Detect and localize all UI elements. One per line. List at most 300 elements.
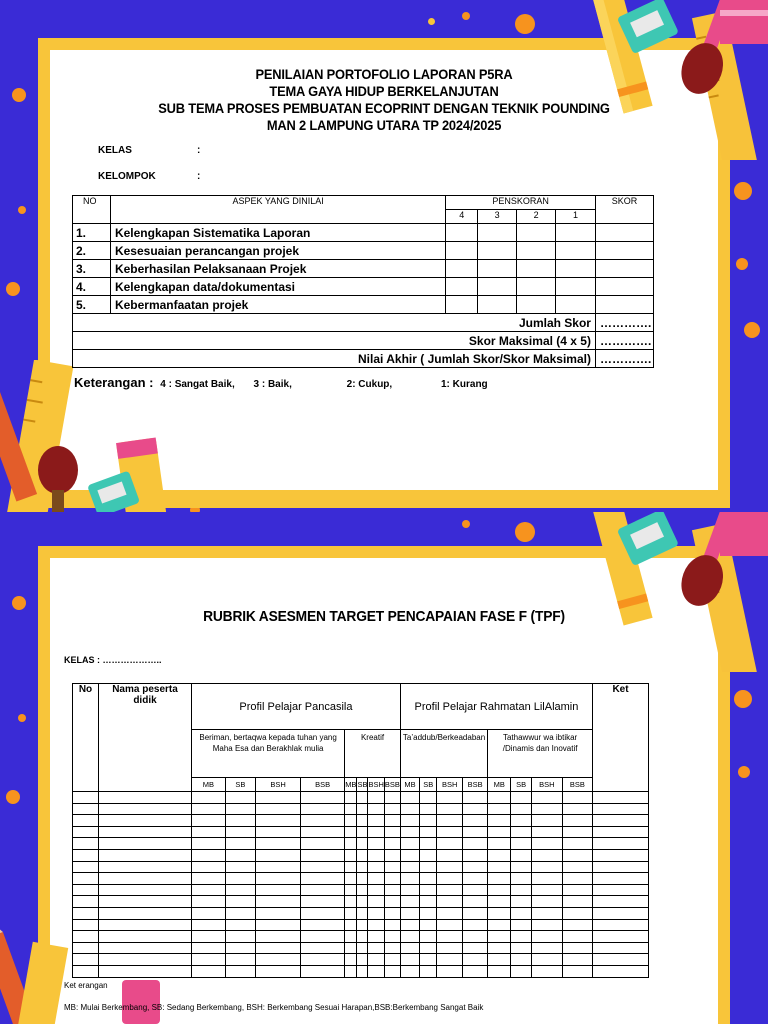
level-cell[interactable] [511, 919, 532, 931]
level-cell[interactable] [531, 873, 562, 885]
student-name-cell[interactable] [99, 907, 192, 919]
level-cell[interactable] [420, 942, 437, 954]
skor-cell[interactable] [595, 278, 653, 296]
level-cell[interactable] [384, 792, 400, 804]
level-cell[interactable] [301, 873, 345, 885]
level-cell[interactable] [192, 815, 226, 827]
level-cell[interactable] [255, 896, 300, 908]
level-cell[interactable] [345, 942, 357, 954]
score-cell[interactable] [556, 278, 596, 296]
level-cell[interactable] [531, 907, 562, 919]
level-cell[interactable] [255, 907, 300, 919]
level-cell[interactable] [225, 919, 255, 931]
level-cell[interactable] [357, 884, 368, 896]
student-name-cell[interactable] [99, 896, 192, 908]
ket-cell[interactable] [593, 861, 649, 873]
level-cell[interactable] [255, 942, 300, 954]
level-cell[interactable] [488, 942, 511, 954]
level-cell[interactable] [511, 815, 532, 827]
level-cell[interactable] [463, 838, 488, 850]
level-cell[interactable] [357, 849, 368, 861]
level-cell[interactable] [192, 826, 226, 838]
ket-cell[interactable] [593, 907, 649, 919]
level-cell[interactable] [255, 849, 300, 861]
level-cell[interactable] [562, 965, 592, 977]
score-cell[interactable] [478, 224, 517, 242]
level-cell[interactable] [384, 861, 400, 873]
level-cell[interactable] [562, 792, 592, 804]
score-cell[interactable] [478, 242, 517, 260]
level-cell[interactable] [437, 838, 463, 850]
level-cell[interactable] [531, 849, 562, 861]
level-cell[interactable] [420, 861, 437, 873]
level-cell[interactable] [357, 861, 368, 873]
level-cell[interactable] [368, 907, 384, 919]
level-cell[interactable] [301, 826, 345, 838]
level-cell[interactable] [437, 907, 463, 919]
row-number-cell[interactable] [73, 803, 99, 815]
row-number-cell[interactable] [73, 792, 99, 804]
score-cell[interactable] [478, 260, 517, 278]
score-cell[interactable] [446, 296, 478, 314]
row-number-cell[interactable] [73, 826, 99, 838]
level-cell[interactable] [511, 965, 532, 977]
level-cell[interactable] [488, 815, 511, 827]
ket-cell[interactable] [593, 896, 649, 908]
student-name-cell[interactable] [99, 815, 192, 827]
level-cell[interactable] [357, 815, 368, 827]
level-cell[interactable] [531, 931, 562, 943]
level-cell[interactable] [192, 884, 226, 896]
level-cell[interactable] [562, 826, 592, 838]
level-cell[interactable] [301, 942, 345, 954]
level-cell[interactable] [345, 931, 357, 943]
level-cell[interactable] [531, 954, 562, 966]
level-cell[interactable] [368, 931, 384, 943]
level-cell[interactable] [345, 792, 357, 804]
level-cell[interactable] [531, 815, 562, 827]
student-name-cell[interactable] [99, 873, 192, 885]
level-cell[interactable] [531, 803, 562, 815]
level-cell[interactable] [562, 954, 592, 966]
level-cell[interactable] [420, 907, 437, 919]
level-cell[interactable] [225, 815, 255, 827]
level-cell[interactable] [384, 873, 400, 885]
level-cell[interactable] [511, 849, 532, 861]
level-cell[interactable] [437, 965, 463, 977]
level-cell[interactable] [368, 965, 384, 977]
level-cell[interactable] [225, 954, 255, 966]
level-cell[interactable] [255, 792, 300, 804]
level-cell[interactable] [463, 873, 488, 885]
summary-value[interactable]: …………. [595, 314, 653, 332]
level-cell[interactable] [384, 954, 400, 966]
level-cell[interactable] [345, 838, 357, 850]
level-cell[interactable] [511, 873, 532, 885]
level-cell[interactable] [384, 826, 400, 838]
level-cell[interactable] [225, 873, 255, 885]
level-cell[interactable] [400, 919, 419, 931]
level-cell[interactable] [225, 942, 255, 954]
level-cell[interactable] [301, 815, 345, 827]
level-cell[interactable] [345, 896, 357, 908]
level-cell[interactable] [225, 792, 255, 804]
level-cell[interactable] [357, 826, 368, 838]
level-cell[interactable] [400, 803, 419, 815]
level-cell[interactable] [488, 884, 511, 896]
level-cell[interactable] [255, 838, 300, 850]
level-cell[interactable] [488, 861, 511, 873]
score-cell[interactable] [478, 296, 517, 314]
level-cell[interactable] [357, 942, 368, 954]
row-number-cell[interactable] [73, 815, 99, 827]
level-cell[interactable] [463, 826, 488, 838]
level-cell[interactable] [192, 907, 226, 919]
level-cell[interactable] [420, 954, 437, 966]
level-cell[interactable] [511, 907, 532, 919]
level-cell[interactable] [437, 815, 463, 827]
row-number-cell[interactable] [73, 838, 99, 850]
level-cell[interactable] [400, 826, 419, 838]
level-cell[interactable] [225, 965, 255, 977]
level-cell[interactable] [420, 849, 437, 861]
level-cell[interactable] [255, 965, 300, 977]
score-cell[interactable] [517, 278, 556, 296]
level-cell[interactable] [192, 896, 226, 908]
level-cell[interactable] [225, 907, 255, 919]
ket-cell[interactable] [593, 931, 649, 943]
level-cell[interactable] [531, 861, 562, 873]
level-cell[interactable] [357, 873, 368, 885]
student-name-cell[interactable] [99, 919, 192, 931]
level-cell[interactable] [562, 907, 592, 919]
level-cell[interactable] [562, 873, 592, 885]
level-cell[interactable] [345, 884, 357, 896]
level-cell[interactable] [384, 931, 400, 943]
level-cell[interactable] [420, 815, 437, 827]
level-cell[interactable] [345, 826, 357, 838]
level-cell[interactable] [488, 919, 511, 931]
score-cell[interactable] [517, 242, 556, 260]
level-cell[interactable] [420, 931, 437, 943]
level-cell[interactable] [420, 803, 437, 815]
level-cell[interactable] [420, 826, 437, 838]
level-cell[interactable] [192, 942, 226, 954]
level-cell[interactable] [437, 803, 463, 815]
level-cell[interactable] [511, 954, 532, 966]
level-cell[interactable] [368, 815, 384, 827]
level-cell[interactable] [420, 884, 437, 896]
level-cell[interactable] [192, 954, 226, 966]
row-number-cell[interactable] [73, 965, 99, 977]
level-cell[interactable] [225, 884, 255, 896]
level-cell[interactable] [562, 942, 592, 954]
skor-cell[interactable] [595, 224, 653, 242]
level-cell[interactable] [488, 954, 511, 966]
level-cell[interactable] [192, 873, 226, 885]
score-cell[interactable] [517, 224, 556, 242]
level-cell[interactable] [420, 896, 437, 908]
row-number-cell[interactable] [73, 931, 99, 943]
score-cell[interactable] [556, 224, 596, 242]
level-cell[interactable] [511, 861, 532, 873]
level-cell[interactable] [192, 849, 226, 861]
level-cell[interactable] [400, 931, 419, 943]
level-cell[interactable] [488, 873, 511, 885]
level-cell[interactable] [357, 965, 368, 977]
row-number-cell[interactable] [73, 896, 99, 908]
score-cell[interactable] [517, 260, 556, 278]
level-cell[interactable] [463, 896, 488, 908]
level-cell[interactable] [437, 896, 463, 908]
level-cell[interactable] [463, 954, 488, 966]
level-cell[interactable] [357, 919, 368, 931]
level-cell[interactable] [192, 919, 226, 931]
level-cell[interactable] [255, 884, 300, 896]
level-cell[interactable] [437, 931, 463, 943]
student-name-cell[interactable] [99, 838, 192, 850]
skor-cell[interactable] [595, 260, 653, 278]
level-cell[interactable] [225, 931, 255, 943]
ket-cell[interactable] [593, 919, 649, 931]
level-cell[interactable] [301, 838, 345, 850]
level-cell[interactable] [531, 942, 562, 954]
level-cell[interactable] [368, 803, 384, 815]
level-cell[interactable] [301, 884, 345, 896]
level-cell[interactable] [368, 826, 384, 838]
level-cell[interactable] [357, 803, 368, 815]
level-cell[interactable] [463, 965, 488, 977]
level-cell[interactable] [225, 849, 255, 861]
level-cell[interactable] [463, 803, 488, 815]
student-name-cell[interactable] [99, 849, 192, 861]
level-cell[interactable] [384, 803, 400, 815]
level-cell[interactable] [562, 931, 592, 943]
level-cell[interactable] [301, 861, 345, 873]
level-cell[interactable] [437, 919, 463, 931]
level-cell[interactable] [384, 815, 400, 827]
level-cell[interactable] [255, 803, 300, 815]
level-cell[interactable] [345, 954, 357, 966]
ket-cell[interactable] [593, 965, 649, 977]
level-cell[interactable] [420, 965, 437, 977]
level-cell[interactable] [511, 942, 532, 954]
level-cell[interactable] [562, 861, 592, 873]
level-cell[interactable] [511, 838, 532, 850]
level-cell[interactable] [225, 803, 255, 815]
level-cell[interactable] [463, 884, 488, 896]
level-cell[interactable] [463, 907, 488, 919]
row-number-cell[interactable] [73, 907, 99, 919]
level-cell[interactable] [511, 896, 532, 908]
level-cell[interactable] [255, 861, 300, 873]
level-cell[interactable] [463, 815, 488, 827]
level-cell[interactable] [511, 884, 532, 896]
level-cell[interactable] [301, 849, 345, 861]
level-cell[interactable] [192, 861, 226, 873]
score-cell[interactable] [446, 242, 478, 260]
level-cell[interactable] [301, 931, 345, 943]
level-cell[interactable] [437, 884, 463, 896]
skor-cell[interactable] [595, 296, 653, 314]
level-cell[interactable] [301, 803, 345, 815]
level-cell[interactable] [463, 861, 488, 873]
level-cell[interactable] [562, 838, 592, 850]
level-cell[interactable] [368, 896, 384, 908]
row-number-cell[interactable] [73, 849, 99, 861]
summary-value[interactable]: …………. [595, 350, 653, 368]
ket-cell[interactable] [593, 884, 649, 896]
ket-cell[interactable] [593, 942, 649, 954]
level-cell[interactable] [400, 896, 419, 908]
row-number-cell[interactable] [73, 919, 99, 931]
level-cell[interactable] [511, 803, 532, 815]
level-cell[interactable] [400, 873, 419, 885]
level-cell[interactable] [345, 919, 357, 931]
level-cell[interactable] [562, 803, 592, 815]
level-cell[interactable] [531, 792, 562, 804]
ket-cell[interactable] [593, 849, 649, 861]
ket-cell[interactable] [593, 838, 649, 850]
level-cell[interactable] [400, 965, 419, 977]
level-cell[interactable] [301, 919, 345, 931]
level-cell[interactable] [301, 792, 345, 804]
level-cell[interactable] [345, 849, 357, 861]
level-cell[interactable] [511, 826, 532, 838]
score-cell[interactable] [556, 296, 596, 314]
student-name-cell[interactable] [99, 942, 192, 954]
level-cell[interactable] [400, 838, 419, 850]
level-cell[interactable] [420, 838, 437, 850]
level-cell[interactable] [437, 792, 463, 804]
level-cell[interactable] [531, 838, 562, 850]
level-cell[interactable] [255, 954, 300, 966]
level-cell[interactable] [192, 792, 226, 804]
ket-cell[interactable] [593, 873, 649, 885]
level-cell[interactable] [562, 849, 592, 861]
score-cell[interactable] [556, 242, 596, 260]
level-cell[interactable] [357, 896, 368, 908]
level-cell[interactable] [420, 792, 437, 804]
ket-cell[interactable] [593, 815, 649, 827]
level-cell[interactable] [463, 931, 488, 943]
level-cell[interactable] [488, 826, 511, 838]
student-name-cell[interactable] [99, 965, 192, 977]
level-cell[interactable] [531, 919, 562, 931]
level-cell[interactable] [345, 873, 357, 885]
score-cell[interactable] [446, 224, 478, 242]
level-cell[interactable] [531, 896, 562, 908]
row-number-cell[interactable] [73, 873, 99, 885]
level-cell[interactable] [192, 931, 226, 943]
level-cell[interactable] [192, 965, 226, 977]
level-cell[interactable] [368, 919, 384, 931]
level-cell[interactable] [301, 954, 345, 966]
student-name-cell[interactable] [99, 861, 192, 873]
level-cell[interactable] [368, 942, 384, 954]
level-cell[interactable] [301, 896, 345, 908]
level-cell[interactable] [368, 838, 384, 850]
level-cell[interactable] [255, 826, 300, 838]
level-cell[interactable] [384, 942, 400, 954]
level-cell[interactable] [488, 907, 511, 919]
level-cell[interactable] [562, 919, 592, 931]
level-cell[interactable] [488, 965, 511, 977]
score-cell[interactable] [446, 260, 478, 278]
ket-cell[interactable] [593, 826, 649, 838]
level-cell[interactable] [531, 965, 562, 977]
level-cell[interactable] [345, 965, 357, 977]
level-cell[interactable] [437, 942, 463, 954]
level-cell[interactable] [437, 873, 463, 885]
level-cell[interactable] [463, 792, 488, 804]
level-cell[interactable] [384, 907, 400, 919]
ket-cell[interactable] [593, 954, 649, 966]
score-cell[interactable] [446, 278, 478, 296]
level-cell[interactable] [368, 884, 384, 896]
level-cell[interactable] [400, 861, 419, 873]
level-cell[interactable] [400, 907, 419, 919]
level-cell[interactable] [400, 884, 419, 896]
level-cell[interactable] [192, 803, 226, 815]
level-cell[interactable] [384, 849, 400, 861]
level-cell[interactable] [463, 919, 488, 931]
level-cell[interactable] [345, 815, 357, 827]
level-cell[interactable] [384, 965, 400, 977]
level-cell[interactable] [400, 792, 419, 804]
student-name-cell[interactable] [99, 931, 192, 943]
level-cell[interactable] [562, 896, 592, 908]
level-cell[interactable] [301, 907, 345, 919]
level-cell[interactable] [368, 849, 384, 861]
score-cell[interactable] [517, 296, 556, 314]
level-cell[interactable] [192, 838, 226, 850]
level-cell[interactable] [488, 838, 511, 850]
level-cell[interactable] [384, 884, 400, 896]
level-cell[interactable] [368, 954, 384, 966]
level-cell[interactable] [384, 919, 400, 931]
row-number-cell[interactable] [73, 884, 99, 896]
level-cell[interactable] [255, 815, 300, 827]
summary-value[interactable]: …………. [595, 332, 653, 350]
level-cell[interactable] [357, 838, 368, 850]
skor-cell[interactable] [595, 242, 653, 260]
student-name-cell[interactable] [99, 954, 192, 966]
level-cell[interactable] [345, 907, 357, 919]
level-cell[interactable] [255, 931, 300, 943]
row-number-cell[interactable] [73, 942, 99, 954]
level-cell[interactable] [400, 942, 419, 954]
level-cell[interactable] [345, 803, 357, 815]
level-cell[interactable] [420, 919, 437, 931]
level-cell[interactable] [225, 838, 255, 850]
level-cell[interactable] [368, 861, 384, 873]
ket-cell[interactable] [593, 803, 649, 815]
level-cell[interactable] [488, 849, 511, 861]
level-cell[interactable] [384, 838, 400, 850]
student-name-cell[interactable] [99, 792, 192, 804]
level-cell[interactable] [400, 849, 419, 861]
level-cell[interactable] [357, 931, 368, 943]
student-name-cell[interactable] [99, 803, 192, 815]
level-cell[interactable] [488, 803, 511, 815]
level-cell[interactable] [357, 792, 368, 804]
student-name-cell[interactable] [99, 884, 192, 896]
level-cell[interactable] [562, 815, 592, 827]
level-cell[interactable] [463, 849, 488, 861]
level-cell[interactable] [368, 873, 384, 885]
row-number-cell[interactable] [73, 861, 99, 873]
